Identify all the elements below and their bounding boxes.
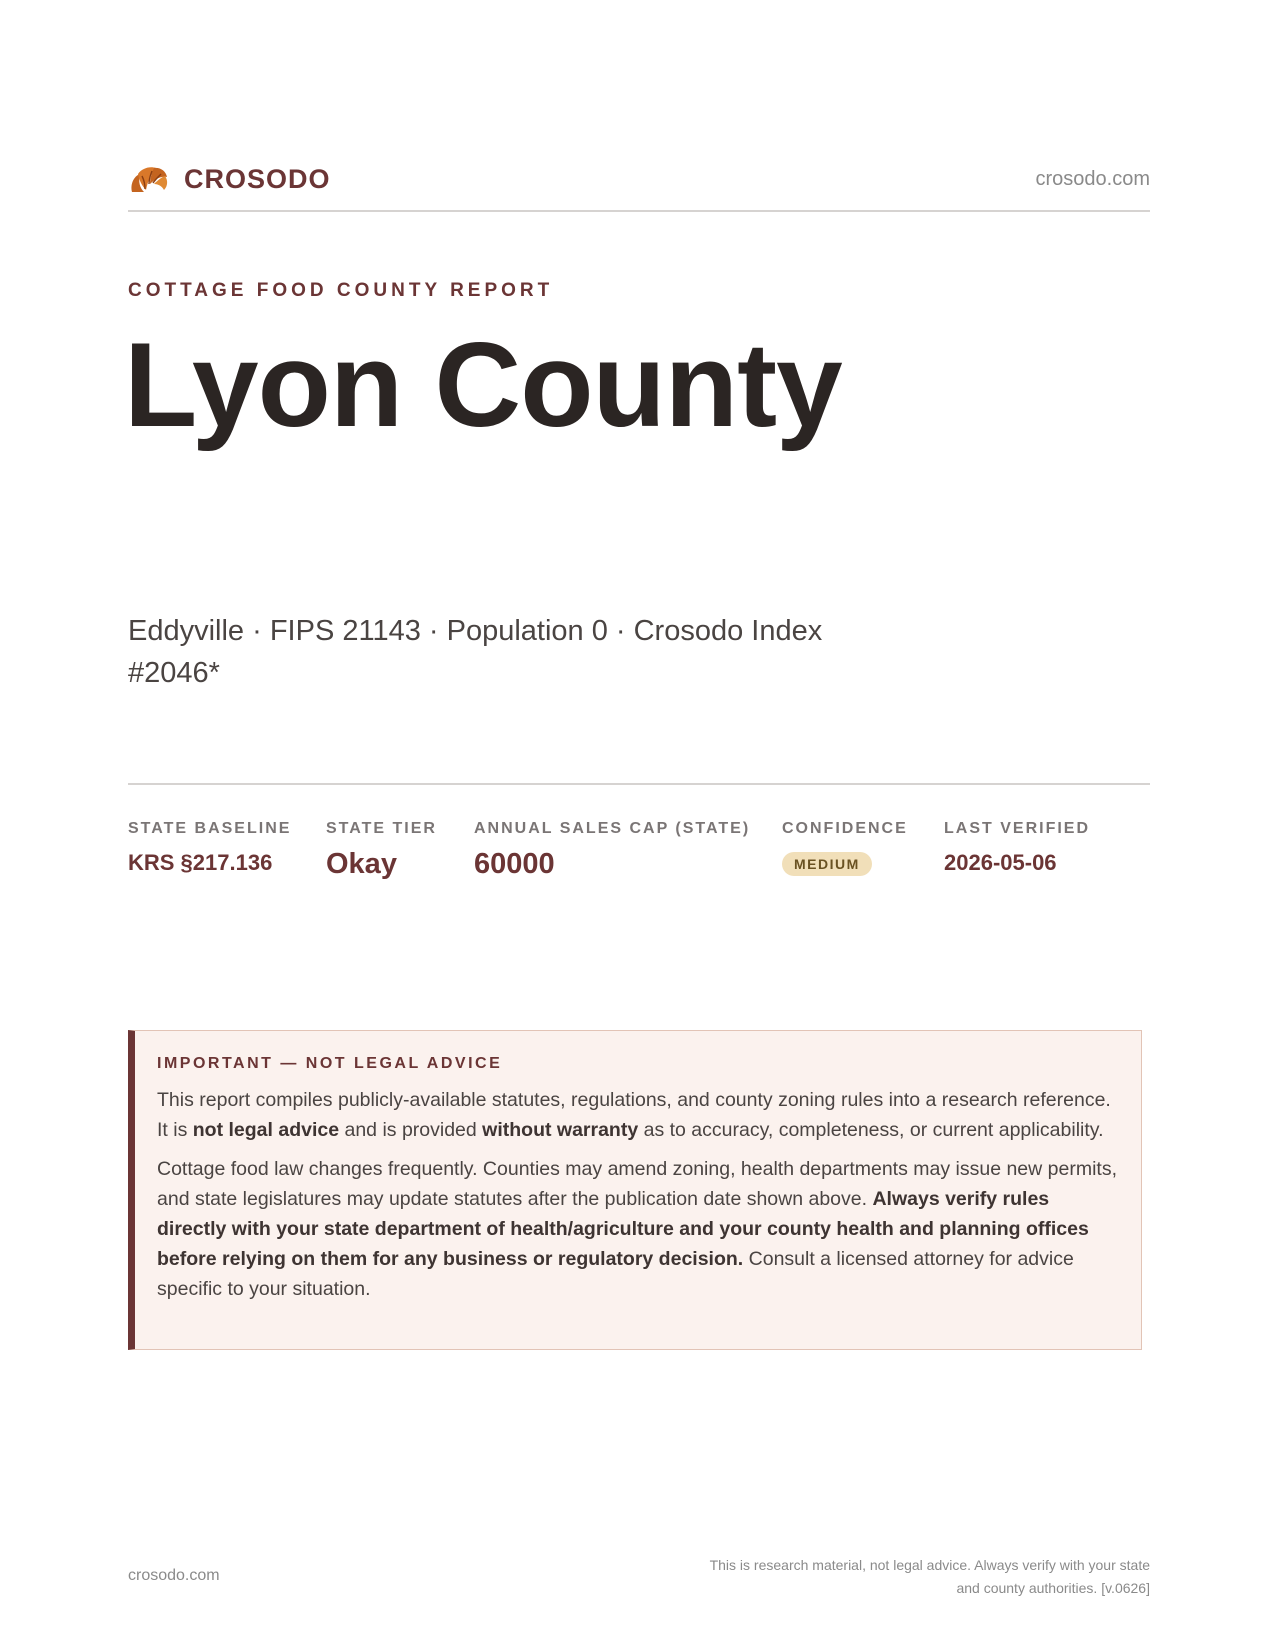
county-subtitle: Eddyville · FIPS 21143 · Population 0 · Crosodo Index #2046*: [128, 615, 823, 689]
stat-label: STATE TIER: [326, 820, 437, 837]
stat-value: Okay: [326, 848, 397, 880]
stat-label: CONFIDENCE: [782, 820, 908, 837]
stat-annual-sales-cap: [474, 820, 750, 881]
legal-disclaimer-box: [128, 1030, 1142, 1350]
report-page: [124, 0, 1150, 1650]
brand-name: CROSODO: [184, 164, 331, 194]
stat-label: STATE BASELINE: [128, 820, 292, 837]
croissant-icon: [128, 162, 170, 200]
disclaimer-body: [157, 1085, 1122, 1313]
brand-url[interactable]: crosodo.com: [1035, 168, 1150, 190]
stat-value: 60000: [474, 848, 555, 880]
report-eyebrow: COTTAGE FOOD COUNTY REPORT: [128, 280, 554, 301]
confidence-badge: MEDIUM: [782, 852, 872, 876]
stat-last-verified: [944, 820, 1090, 876]
county-title: Lyon County: [124, 318, 842, 452]
stat-label: LAST VERIFIED: [944, 820, 1091, 837]
stat-label: ANNUAL SALES CAP (STATE): [474, 820, 751, 837]
header: [128, 156, 1150, 200]
stat-state-baseline: [128, 820, 291, 876]
footer-disclaimer: This is research material, not legal advice. Always verify with your state and county authorities. [v.0626]: [709, 1557, 1150, 1596]
disclaimer-paragraph-1: This report compiles publicly-available statutes, regulations, and county zoning rules into a research reference. It is not legal advice and is provided without warranty as to accuracy, completeness, or current applicability.: [157, 1089, 1111, 1141]
stat-value: KRS §217.136: [128, 850, 273, 875]
stat-value: 2026-05-06: [944, 850, 1057, 875]
stats-divider: [128, 783, 1150, 785]
disclaimer-paragraph-2: Cottage food law changes frequently. Counties may amend zoning, health departments may issue new permits, and state legislatures may update statutes after the publication date shown above. Always verify rules directly with your state department of health/agriculture and your county health and planning offices before relying on them for any business or regulatory decision. Consult a licensed attorney for advice specific to your situation.: [157, 1158, 1117, 1300]
stat-confidence: [782, 820, 908, 876]
disclaimer-heading: IMPORTANT — NOT LEGAL ADVICE: [157, 1055, 503, 1072]
footer-url[interactable]: crosodo.com: [128, 1567, 220, 1584]
stat-state-tier: [326, 820, 437, 881]
header-divider: [128, 210, 1150, 212]
